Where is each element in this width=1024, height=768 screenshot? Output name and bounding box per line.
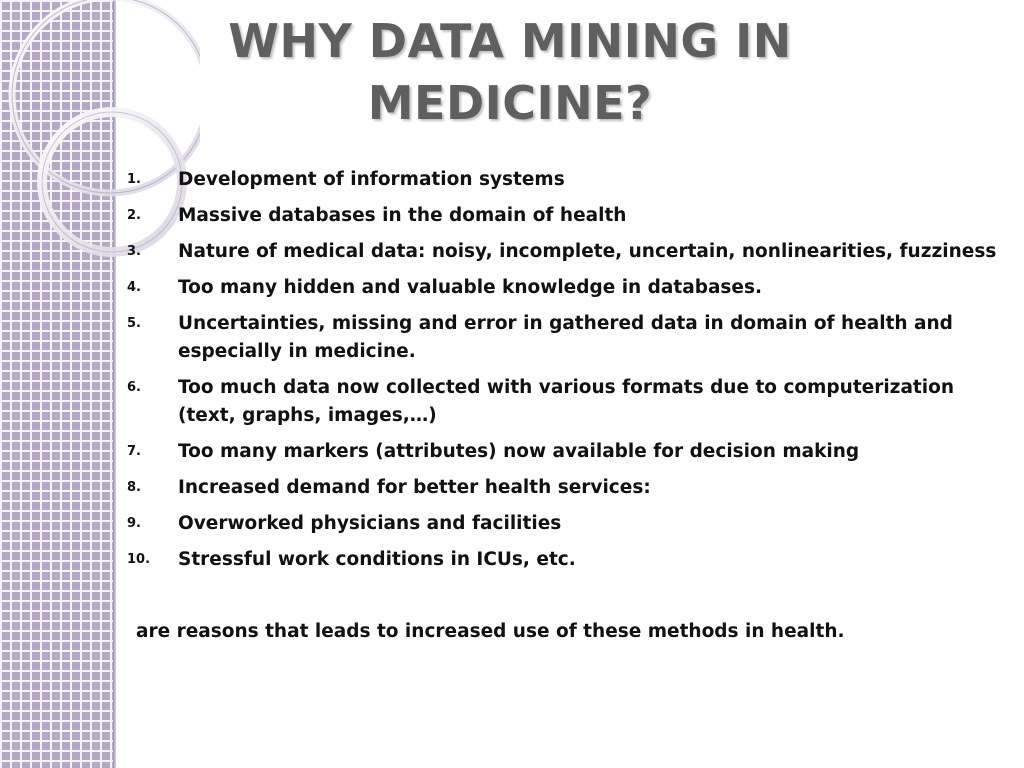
item-text: Stressful work conditions in ICUs, etc. xyxy=(178,549,576,570)
item-number: 8. xyxy=(127,480,141,495)
item-text: Uncertainties, missing and error in gathered data in domain of health and especially in medicine. xyxy=(178,313,953,362)
list-item xyxy=(120,374,1010,430)
item-text: Increased demand for better health services: xyxy=(178,477,651,498)
list-item xyxy=(120,438,1010,466)
item-number: 5. xyxy=(127,316,141,331)
item-number: 3. xyxy=(127,244,141,259)
list-item xyxy=(120,474,1010,502)
item-text: Overworked physicians and facilities xyxy=(178,513,562,534)
list-item xyxy=(120,166,1010,194)
slide-title xyxy=(150,10,870,134)
conclusion-text: are reasons that leads to increased use of these methods in health. xyxy=(136,621,845,642)
item-number: 9. xyxy=(127,516,141,531)
side-grid-panel xyxy=(0,0,113,768)
reasons-list xyxy=(120,166,1010,582)
list-item xyxy=(120,510,1010,538)
list-item xyxy=(120,310,1010,366)
list-item xyxy=(120,274,1010,302)
item-text: Development of information systems xyxy=(178,169,565,190)
list-item xyxy=(120,202,1010,230)
item-number: 1. xyxy=(127,172,141,187)
list-item xyxy=(120,546,1010,574)
title-line-1: WHY DATA MINING IN xyxy=(228,14,792,68)
item-number: 7. xyxy=(127,444,141,459)
list-item xyxy=(120,238,1010,266)
title-line-2: MEDICINE? xyxy=(367,76,653,130)
item-number: 6. xyxy=(127,380,141,395)
item-text: Too much data now collected with various formats due to computerization (text, graphs, images,…) xyxy=(178,377,954,426)
item-text: Nature of medical data: noisy, incomplete, uncertain, nonlinearities, fuzziness xyxy=(178,241,997,262)
item-text: Too many hidden and valuable knowledge in databases. xyxy=(178,277,763,298)
item-number: 4. xyxy=(127,280,141,295)
item-number: 10. xyxy=(127,552,151,567)
item-text: Too many markers (attributes) now available for decision making xyxy=(178,441,860,462)
side-panel-edge xyxy=(113,0,116,768)
item-text: Massive databases in the domain of health xyxy=(178,205,627,226)
item-number: 2. xyxy=(127,208,141,223)
